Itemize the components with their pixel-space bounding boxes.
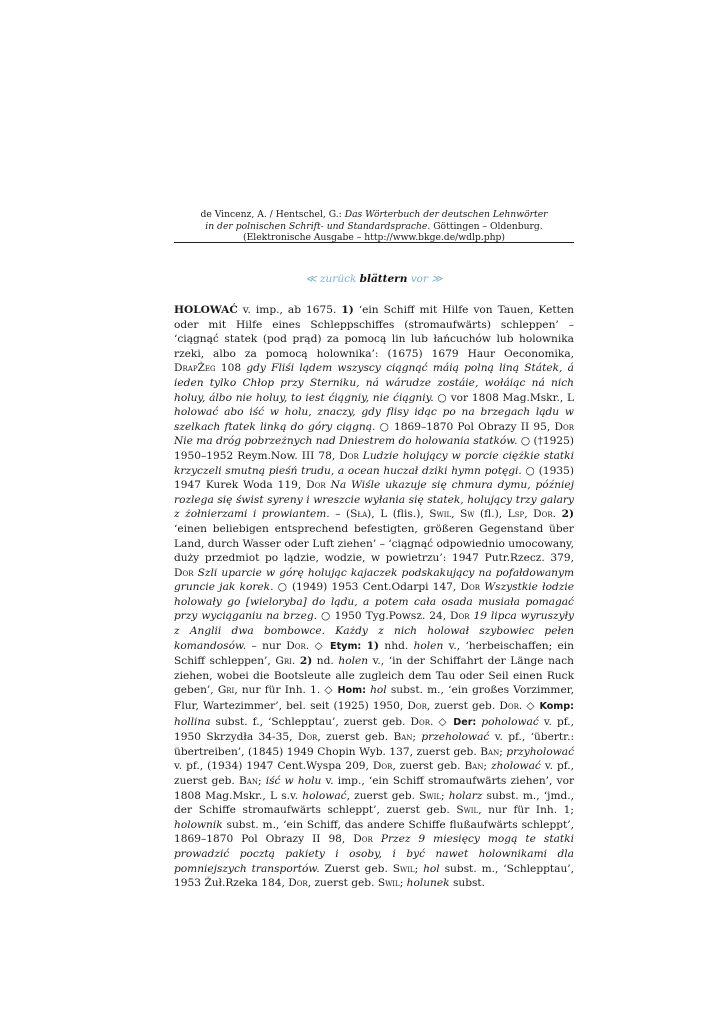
source-abbrev: Lsp [507, 508, 525, 521]
source-abbrev: Dor [297, 731, 318, 744]
sense-number: 2) [561, 508, 574, 521]
source-abbrev: Sła [350, 508, 368, 521]
forward-link[interactable]: vor ≫ [410, 273, 443, 285]
entry-text: subst. m., ‘ein großes Vorzimmer, Flur, Wartezimmer’, bel. seit (1925) 1950, [174, 684, 574, 713]
entry-text: . [291, 655, 300, 668]
entry-text: . ◇ [305, 639, 331, 652]
header-divider [174, 242, 574, 243]
quotation: Na Wiśle ukazuje się chmura dymu, później rozlega się świst syreny i wreszcie wyłania się statek, holujący trzy galary z żołnierzami i prowiantem. [174, 479, 574, 521]
source-abbrev: Dor [533, 508, 553, 521]
entry-text: v. pf., (1934) 1947 Cent.Wyspa 209, [174, 760, 373, 773]
source-abbrev: Dor [499, 700, 519, 713]
entry-text: , nur für Inh. 1; [478, 804, 574, 817]
source-abbrev: Ban [480, 745, 500, 758]
source-abbrev: Dor [339, 449, 359, 462]
entry-text: – ( [329, 508, 351, 521]
entry-text: ; [257, 775, 266, 787]
quotation: Wszystkie łodzie holowały go [wieloryba] do lądu, a potem cała osada musiała pomagać przy wyciąganiu na brzeg. [174, 581, 574, 623]
entry-text: v., ‘herbeischaffen; ein Schiff schleppen’, [174, 639, 574, 668]
sense-number: 1) [341, 304, 354, 316]
source-abbrev: Dor [450, 610, 470, 623]
citation-line-3: (Elektronische Ausgabe – http://www.bkge.de/wdlp.php) [243, 232, 505, 244]
entry-text: v. pf., 1950 Skrzydła 34-35, [174, 715, 575, 744]
entry-text: , zuerst geb. [346, 789, 420, 802]
entry-text: subst. f., ‘Schlepptau’, zuerst geb. [210, 715, 411, 728]
entry-text: ○ (1935) 1947 Kurek Woda 119, [174, 464, 574, 492]
back-link[interactable]: ≪ zurück [305, 273, 357, 285]
source-abbrev: Gri [217, 684, 235, 697]
entry-text: v. pf., ‘übertr.: übertreiben’, (1845) 1949 Chopin Wyb. 137, zuerst geb. [174, 731, 575, 758]
source-abbrev: Swil [429, 508, 452, 521]
italic-term: hollina [174, 715, 211, 728]
der-label: Der: [453, 716, 477, 728]
italic-term: holować [302, 789, 347, 802]
quotation: 19 lipca wyruszyły z Anglii dwa bombowce. Każdy z nich holował szybowiec pełen komandosów. [174, 610, 574, 652]
entry-lemma: HOLOWAĆ [174, 304, 238, 316]
entry-text: – nur [246, 639, 287, 652]
entry-text: ), L (flis.), [367, 508, 430, 521]
source-abbrev: Dor [174, 566, 194, 579]
entry-text: v. imp., ‘ein Schiff stromaufwärts ziehen’, vor 1808 Mag.Mskr., L s.v. [174, 775, 575, 802]
entry-text: nhd. [379, 639, 414, 652]
hom-label: Hom: [337, 685, 366, 697]
browse-label: blättern [359, 273, 408, 285]
italic-term: holen [413, 639, 444, 652]
italic-term: holarz [448, 789, 483, 802]
entry-text: subst. m., ‘Schlepptau’, 1953 Żuł.Rzeka 184, [174, 862, 575, 890]
entry-text: v., ‘in der Schiffahrt der Länge nach ziehen, wobei die Bootsleute alle zugleich dem Tau oder Seil einen Ruck geben’, [174, 655, 574, 697]
quotation: Ludzie holujący w porcie ciężkie statki krzyczeli smutną pieśń trudu, a ocean huczał dziki hymn potęgi. [174, 449, 574, 477]
source-abbrev: Dor [407, 700, 427, 713]
source-abbrev: Dor [353, 833, 373, 846]
entry-text: ; [499, 745, 507, 758]
source-abbrev: Dor [460, 581, 481, 594]
source-abbrev: Dor [306, 479, 326, 492]
entry-text: ; [412, 731, 422, 744]
quotation: Nie ma dróg pobrzeżnych nad Dniestrem do holowania statków. [174, 435, 518, 448]
entry-text: ; [399, 877, 407, 890]
entry-text: ; [483, 760, 491, 773]
entry-text: , [524, 508, 534, 521]
entry-text: ○ 1869–1870 Pol Obrazy II 95, [375, 420, 555, 433]
sense-number: 2) [299, 655, 313, 668]
entry-text [373, 833, 381, 845]
citation-header [174, 209, 574, 244]
quotation: holować abo iść w holu, znaczy, gdy flisy idąc po na brzegach lądu w szelkach ftatek linką do góry ciągną. [174, 406, 574, 433]
italic-term: holownik [174, 818, 223, 831]
italic-term: hol [423, 862, 440, 875]
source-abbrev: Ban [393, 731, 413, 744]
entry-text: ○ 1950 Tyg.Powsz. 24, [317, 610, 451, 623]
quotation: Szli uparcie w górę holując kajaczek podskakujący na pofałdowanym gruncie jak korek. [174, 566, 574, 594]
entry-text: subst. m., ‘ein Schiff, das andere Schiffe flußaufwärts schleppt’, 1869–1870 Pol Obrazy II 98, [174, 818, 574, 846]
entry-text: ‘einen beliebigen entsprechend befestigten, größeren Gegenstand über Land, durch Wasser oder Luft ziehen’ – ‘ciągnąć odpowiednio umocowany, duży przedmiot po lądzie, wodzie, w powietrzu’: 1947 Putr.Rzecz. 379, [174, 522, 574, 565]
italic-term: zholować [490, 760, 541, 773]
entry-text: . [552, 508, 562, 521]
citation-line-2: in der polnischen Schrift- und Standardsprache. Göttingen – Oldenburg. [205, 220, 543, 232]
entry-text: v. imp., ab 1675. [237, 304, 342, 316]
entry-text: Zuerst geb. [319, 862, 393, 875]
dictionary-entry [174, 303, 574, 891]
entry-text: nd. [312, 655, 339, 668]
quotation: Przez 9 miesięcy mogą te statki prowadzić pocztą pakiety i osoby, i być nawet holownikami dla pomniejszych transportów. [174, 833, 574, 875]
komp-label: Komp: [539, 701, 575, 713]
entry-text: , [451, 508, 461, 521]
source-abbrev: Sw [460, 508, 475, 521]
sense-number: 1) [366, 639, 380, 652]
etym-label: Etym: [330, 640, 362, 652]
entry-text: 108 [215, 362, 247, 375]
italic-term: holen [338, 655, 369, 668]
source-abbrev: DrapŻeg [174, 362, 216, 375]
source-abbrev: Ban [238, 775, 258, 787]
entry-text: , zuerst geb. [307, 877, 378, 890]
page-navigation [174, 273, 574, 285]
entry-text: ‘ein Schiff mit Hilfe von Tauen, Ketten oder mit Hilfe eines Schleppschiffes (stromaufwärts) schleppen’ – ‘ciągnąć statek (pod prąd) za pomocą lin lub łańcuchów lub holownika rzeki, albo za pomocą holownika’: (1675) 1679 Haur Oeconomika, [174, 304, 574, 360]
source-abbrev: Swil [456, 804, 479, 817]
entry-text: , zuerst geb. [426, 700, 500, 713]
source-abbrev: Dor [286, 639, 306, 652]
entry-text: ○ (1949) 1953 Cent.Odarpi 147, [273, 581, 461, 594]
source-abbrev: Ban [464, 760, 484, 773]
entry-text: ; [414, 862, 424, 875]
source-abbrev: Dor [288, 877, 308, 890]
source-abbrev: Swil [392, 862, 415, 875]
entry-text: ○ (†1925) 1950–1952 Reym.Now. III 78, [174, 435, 574, 462]
entry-text: ; [441, 789, 449, 802]
source-abbrev: Gri [275, 655, 292, 668]
entry-text: , nur für Inh. 1. ◇ [234, 684, 338, 697]
entry-text: , zuerst geb. [392, 760, 465, 773]
entry-text: (fl.), [474, 508, 508, 521]
italic-term: poholować [481, 715, 539, 728]
italic-term: przeholować [421, 731, 490, 744]
source-abbrev: Swil [419, 789, 442, 802]
entry-text: subst. [449, 877, 486, 890]
italic-term: przyholować [506, 745, 575, 758]
source-abbrev: Dor [372, 760, 393, 773]
entry-text: . ◇ [429, 715, 454, 728]
italic-term: iść w holu [265, 775, 322, 787]
entry-text: subst. m., ‘jmd., der Schiffe stromaufwärts schleppt’, zuerst geb. [174, 789, 575, 817]
italic-term: hol [370, 684, 387, 697]
source-abbrev: Dor [554, 420, 574, 433]
entry-text: . ◇ [518, 700, 540, 713]
quotation: gdy Fliśi lądem wszyscy ciągnąć máią polną liną Státek, á ieden tylko Chłop przy Sterniku, ná wárudze zostáie, wołáiąc ná nich holuy, álbo nie holuy, to iest ćiągniy, nie ćiągniy. [174, 362, 574, 404]
entry-text: ○ vor 1808 Mag.Mskr., L [433, 391, 574, 404]
entry-text: v. pf., zuerst geb. [174, 760, 575, 787]
source-abbrev: Swil [377, 877, 400, 890]
entry-text: , zuerst geb. [317, 731, 394, 744]
citation-line-1: de Vincenz, A. / Hentschel, G.: Das Wörterbuch der deutschen Lehnwörter [200, 209, 548, 220]
italic-term: holunek [406, 877, 450, 890]
source-abbrev: Dor [410, 715, 430, 728]
